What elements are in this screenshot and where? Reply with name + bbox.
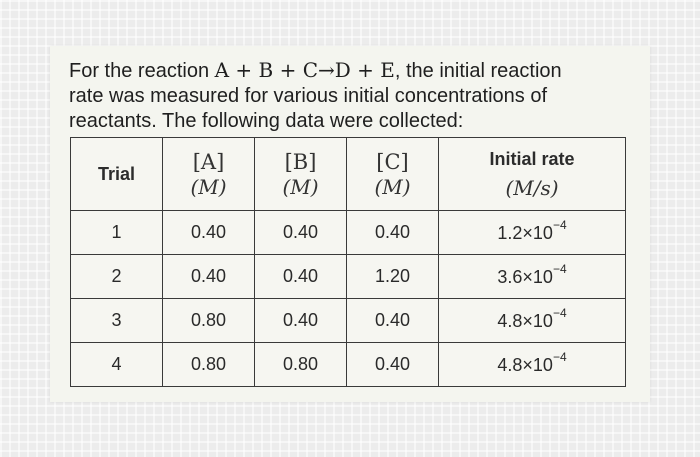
header-rate-unit: (M/s)	[505, 175, 559, 200]
cell-conc-c: 0.40	[347, 343, 439, 387]
header-c-unit: (M)	[374, 175, 411, 199]
cell-initial-rate	[439, 211, 626, 255]
header-b-species: [B]	[284, 150, 317, 174]
cell-conc-b: 0.80	[255, 343, 347, 387]
rate-exponent: −4	[552, 262, 567, 276]
cell-conc-b: 0.40	[255, 255, 347, 299]
rate-exponent: −4	[552, 218, 567, 232]
rate-mantissa: 4.8×10	[497, 355, 553, 375]
cell-initial-rate	[439, 255, 626, 299]
cell-initial-rate	[439, 343, 626, 387]
cell-conc-a: 0.80	[163, 299, 255, 343]
header-conc-b	[255, 138, 347, 211]
question-line-2: rate was measured for various initial concentrations of	[69, 85, 548, 107]
cell-conc-b: 0.40	[255, 211, 347, 255]
cell-trial: 3	[71, 299, 163, 343]
rate-data-table	[70, 137, 626, 387]
cell-conc-c: 0.40	[347, 299, 439, 343]
rate-mantissa: 3.6×10	[497, 267, 553, 287]
cell-trial: 4	[71, 343, 163, 387]
header-rate-label: Initial rate	[489, 148, 575, 169]
cell-conc-b: 0.40	[255, 299, 347, 343]
header-a-species: [A]	[192, 150, 225, 174]
cell-conc-c: 0.40	[347, 211, 439, 255]
header-a-unit: (M)	[190, 175, 227, 199]
cell-conc-c: 1.20	[347, 255, 439, 299]
header-trial: Trial	[71, 138, 163, 211]
table-header-row	[71, 138, 626, 211]
header-initial-rate	[439, 138, 626, 211]
rate-exponent: −4	[552, 306, 567, 320]
rate-mantissa: 4.8×10	[497, 311, 553, 331]
reaction-equation: A + B + C→D + E	[214, 58, 395, 82]
rate-mantissa: 1.2×10	[497, 223, 553, 243]
question-suffix: , the initial reaction	[394, 60, 562, 82]
cell-trial: 1	[71, 211, 163, 255]
cell-initial-rate	[439, 299, 626, 343]
table-row	[71, 211, 626, 255]
cell-conc-a: 0.40	[163, 255, 255, 299]
question-text	[69, 58, 629, 134]
header-b-unit: (M)	[282, 175, 319, 199]
question-line-3: reactants. The following data were collected:	[69, 110, 464, 132]
header-conc-a	[163, 138, 255, 211]
table-row	[71, 299, 626, 343]
header-c-species: [C]	[376, 150, 409, 174]
cell-conc-a: 0.40	[163, 211, 255, 255]
table-row	[71, 343, 626, 387]
question-prefix: For the reaction	[69, 60, 215, 82]
table-row	[71, 255, 626, 299]
cell-conc-a: 0.80	[163, 343, 255, 387]
header-conc-c	[347, 138, 439, 211]
rate-exponent: −4	[552, 350, 567, 364]
cell-trial: 2	[71, 255, 163, 299]
